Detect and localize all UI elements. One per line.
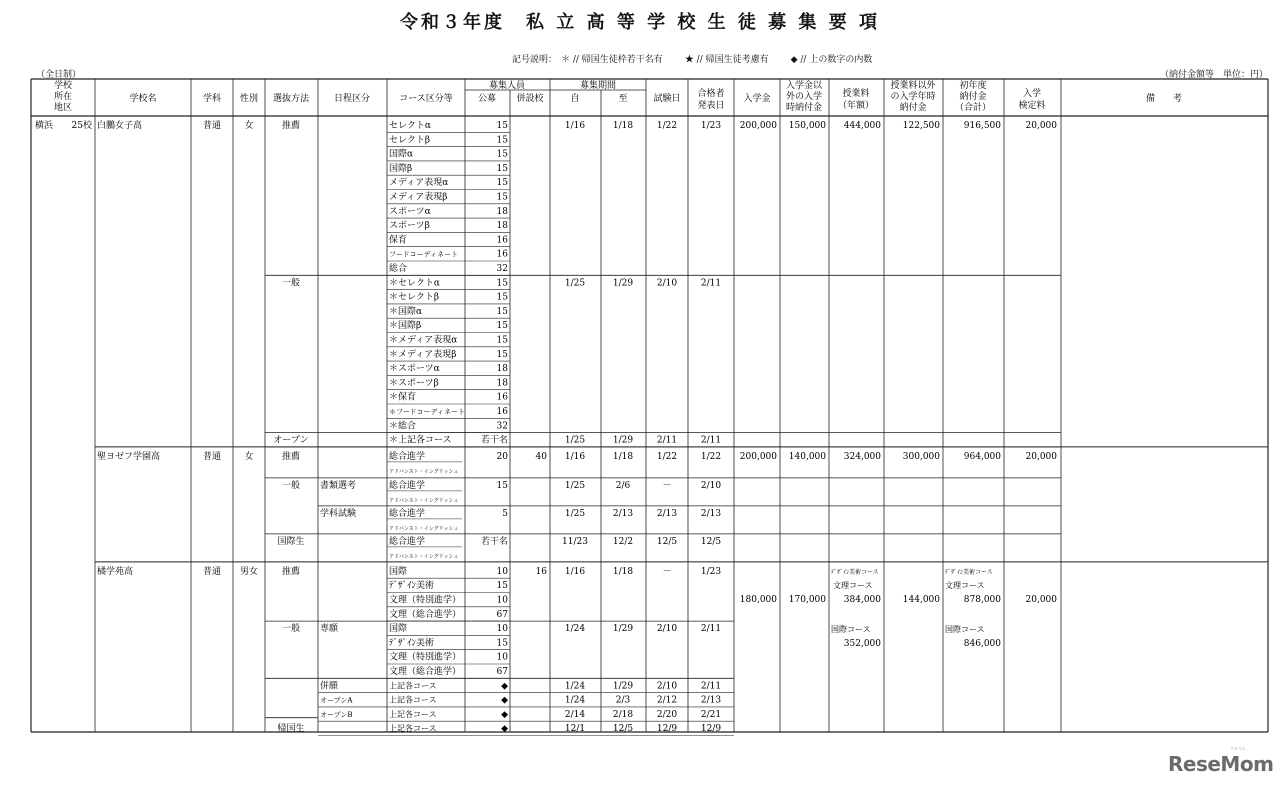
method-label: 推薦	[281, 121, 301, 131]
date-to: 1/29	[612, 624, 634, 635]
recruit-count: 32	[496, 264, 508, 274]
header-exam-fee: 入学	[1022, 89, 1042, 99]
fee-admission: 200,000	[739, 451, 777, 462]
header-first-year: （合計）	[954, 103, 992, 113]
date-exam: 1/22	[656, 121, 678, 131]
date-exam: 2/13	[656, 508, 678, 519]
course-name: スポーツβ	[389, 221, 430, 232]
recruit-count: 15	[496, 581, 508, 592]
recruit-count: 16	[496, 235, 508, 246]
date-announce: 1/22	[700, 451, 722, 462]
area-name: 横浜	[35, 121, 54, 131]
recruit-count: 10	[496, 566, 508, 577]
recruit-count: 15	[496, 163, 508, 174]
recruit-count: 若干名	[480, 536, 508, 547]
date-announce: 2/10	[700, 480, 722, 491]
course-name: 国際	[389, 624, 408, 635]
fee-note: 文理コース	[833, 580, 873, 590]
course-name: メディア表現α	[389, 178, 449, 189]
resemom-logo: ReseMom	[1168, 752, 1274, 776]
recruit-count: 16	[496, 407, 508, 417]
course-subnote: アドバンスト・イングリッシュ	[389, 468, 459, 475]
fee-note: 国際コース	[945, 624, 985, 634]
schedule-label: 併願	[320, 681, 339, 692]
fee-other-entry: 170,000	[788, 594, 826, 605]
date-exam: －	[662, 566, 672, 577]
schedule-label: オープンA	[320, 696, 353, 705]
header-course: コース区分等	[399, 94, 453, 104]
date-to: 12/2	[612, 536, 634, 547]
header-exam-fee: 検定料	[1018, 101, 1046, 111]
fee-first-year: 964,000	[963, 451, 1001, 462]
fee-admission: 200,000	[739, 121, 777, 131]
header-area: 地区	[53, 103, 73, 113]
date-from: 1/16	[564, 451, 586, 462]
fee-note: 国際コース	[831, 624, 871, 634]
fee-note: ﾃﾞｻﾞｲﾝ美術コース	[831, 568, 879, 576]
fee-exam: 20,000	[1025, 451, 1057, 462]
course-name: 文理（総合進学）	[389, 609, 462, 620]
fee-note: 文理コース	[945, 580, 985, 590]
header-other-entry: 入学金以	[785, 81, 823, 91]
legend-prefix: 記号説明：	[512, 55, 558, 65]
method-label: 一般	[281, 624, 301, 635]
header-tuition: 授業料	[842, 89, 870, 99]
school-sex: 男女	[239, 566, 259, 577]
header-admission: 入学金	[743, 94, 771, 104]
course-name: ﾃﾞｻﾞｲﾝ美術	[389, 581, 435, 592]
schedule-label: 学科試験	[320, 508, 357, 519]
school-dept: 普通	[202, 121, 222, 131]
header-from: 自	[570, 94, 580, 104]
date-to: 1/29	[612, 435, 634, 446]
date-from: 1/24	[564, 695, 586, 706]
schedule-label: オープンB	[320, 710, 353, 719]
fee-tuition: 324,000	[843, 451, 881, 462]
date-announce: 2/11	[700, 435, 722, 446]
recruit-count: 67	[496, 609, 508, 620]
legend-item: ★ // 帰国生徒考慮有	[684, 55, 769, 65]
course-name: ＊国際α	[389, 306, 423, 317]
school-type-label: （全日制）	[36, 70, 82, 80]
school-sex: 女	[244, 451, 254, 462]
course-name: 国際β	[389, 163, 413, 174]
course-name: ＊メディア表現β	[389, 349, 457, 360]
recruit-count: 10	[496, 652, 508, 663]
schedule-label: 専願	[320, 624, 339, 635]
date-from: 2/14	[564, 709, 586, 720]
course-name: セレクトα	[389, 121, 431, 131]
recruit-count: ◆	[501, 724, 508, 735]
page-title: 令和３年度 私 立 高 等 学 校 生 徒 募 集 要 項	[400, 12, 880, 33]
course-name: 文理（総合進学）	[389, 667, 462, 677]
course-name: フードコーディネート	[389, 250, 458, 259]
method-label: オープン	[273, 435, 309, 446]
date-from: 1/16	[564, 566, 586, 577]
header-other-fees: の入学年時	[890, 92, 936, 102]
course-name: 総合進学	[389, 536, 426, 547]
header-first-year: 初年度	[959, 81, 987, 91]
fee-tuition: 444,000	[843, 121, 881, 131]
date-exam: 1/22	[656, 451, 678, 462]
fee-exam: 20,000	[1025, 594, 1057, 605]
course-name: セレクトβ	[389, 135, 431, 146]
fee-exam: 20,000	[1025, 121, 1057, 131]
recruit-count: 18	[496, 221, 508, 232]
recruit-count: 15	[496, 149, 508, 160]
course-name: 上記各コース	[389, 724, 437, 734]
course-name: ＊保育	[389, 392, 417, 403]
school-name: 聖ヨゼフ学園高	[97, 451, 161, 462]
date-to: 1/18	[612, 451, 634, 462]
course-name: ＊セレクトβ	[389, 292, 440, 303]
unit-label: （納付金額等 単位：円）	[1160, 70, 1269, 80]
combined-count: 16	[535, 566, 547, 577]
recruit-count: 10	[496, 595, 508, 606]
fee-other: 144,000	[902, 594, 940, 605]
header-to: 至	[618, 94, 628, 104]
recruit-count: 15	[496, 121, 508, 131]
course-name: 国際α	[389, 149, 414, 160]
date-exam: 12/9	[656, 724, 678, 735]
header-school: 学校名	[129, 94, 157, 104]
date-to: 2/13	[612, 508, 634, 519]
method-label: 推薦	[281, 451, 301, 462]
course-name: 総合	[389, 264, 408, 274]
course-name: 総合進学	[389, 508, 426, 519]
date-exam: 2/10	[656, 624, 678, 635]
legend-item: ◆ // 上の数字の内数	[790, 55, 873, 65]
header-other-fees: 授業料以外	[890, 81, 936, 91]
course-name: ﾃﾞｻﾞｲﾝ美術	[389, 638, 435, 649]
date-from: 1/24	[564, 681, 586, 692]
recruit-count: 15	[496, 349, 508, 360]
recruit-count: 20	[496, 451, 508, 462]
recruit-count: ◆	[501, 709, 508, 720]
date-announce: 1/23	[700, 566, 722, 577]
date-exam: 2/10	[656, 278, 678, 289]
date-to: 2/3	[615, 695, 631, 706]
recruit-count: 15	[496, 321, 508, 332]
date-announce: 2/21	[700, 709, 722, 720]
date-from: 1/25	[564, 435, 586, 446]
fee-note: ﾃﾞｻﾞｲﾝ美術コース	[945, 568, 993, 576]
date-announce: 12/9	[700, 724, 722, 735]
legend-item: ＊ // 帰国生徒枠若干名有	[561, 55, 663, 65]
date-from: 1/16	[564, 121, 586, 131]
method-label: 一般	[281, 278, 301, 289]
recruit-count: 32	[496, 421, 508, 432]
header-method: 選抜方法	[272, 94, 310, 104]
course-name: ＊スポーツβ	[389, 378, 439, 389]
header-period: 募集期間	[579, 81, 617, 91]
date-exam: 12/5	[656, 536, 678, 547]
date-from: 11/23	[562, 536, 588, 547]
fee-admission: 180,000	[739, 594, 777, 605]
date-exam: 2/20	[656, 709, 678, 720]
fee-other: 122,500	[902, 121, 940, 131]
course-name: 上記各コース	[389, 709, 437, 719]
school-dept: 普通	[202, 451, 222, 462]
date-to: 2/6	[615, 480, 631, 491]
recruit-count: 18	[496, 378, 508, 389]
header-announce: 発表日	[697, 101, 725, 111]
date-from: 1/24	[564, 624, 586, 635]
header-exam: 試験日	[653, 94, 681, 104]
recruit-count: 15	[496, 135, 508, 146]
fee-other: 300,000	[902, 451, 940, 462]
recruit-count: 15	[496, 292, 508, 303]
resemom-logo-kana: リセマム	[1230, 746, 1246, 751]
method-label: 帰国生	[277, 724, 305, 735]
header-announce: 合格者	[697, 89, 725, 99]
recruit-count: 15	[496, 192, 508, 203]
date-from: 1/25	[564, 508, 586, 519]
course-name: 保育	[389, 235, 408, 246]
recruit-count: 67	[496, 667, 508, 677]
method-label: 国際生	[277, 536, 305, 547]
fee-other-entry: 140,000	[788, 451, 826, 462]
header-remarks: 備 考	[1145, 94, 1183, 104]
course-subnote: アドバンスト・イングリッシュ	[389, 497, 459, 504]
date-to: 1/18	[612, 121, 634, 131]
method-label: 推薦	[281, 566, 301, 577]
header-sex: 性別	[239, 94, 259, 104]
recruit-count: 若干名	[480, 435, 508, 446]
date-exam: 2/10	[656, 681, 678, 692]
header-combined: 併設校	[516, 94, 544, 104]
school-sex: 女	[244, 121, 254, 131]
recruit-count: 5	[502, 508, 508, 519]
recruit-count: 15	[496, 178, 508, 189]
recruit-count: 15	[496, 306, 508, 317]
schedule-label: 書類選考	[320, 480, 357, 491]
date-announce: 2/11	[700, 278, 722, 289]
course-name: 上記各コース	[389, 695, 437, 705]
date-from: 1/25	[564, 278, 586, 289]
header-other-entry: 外の入学	[785, 92, 823, 102]
course-name: 文理（特別進学）	[389, 595, 462, 606]
course-name: スポーツα	[389, 206, 431, 217]
course-name: 上記各コース	[389, 681, 437, 691]
course-name: 総合進学	[389, 480, 426, 491]
method-label: 一般	[281, 480, 301, 491]
date-to: 1/29	[612, 278, 634, 289]
header-other-fees: 納付金	[899, 103, 927, 113]
header-area: 所在	[53, 92, 73, 102]
fee-tuition: 352,000	[843, 638, 881, 649]
recruit-count: 15	[496, 335, 508, 346]
recruit-count: ◆	[501, 681, 508, 692]
recruit-count: 16	[496, 392, 508, 403]
fee-other-entry: 150,000	[788, 121, 826, 131]
school-dept: 普通	[202, 566, 222, 577]
date-from: 12/1	[564, 724, 586, 735]
course-name: ＊セレクトα	[389, 278, 440, 289]
date-to: 1/29	[612, 681, 634, 692]
recruit-count: 10	[496, 624, 508, 635]
date-exam: 2/12	[656, 695, 678, 706]
course-name: ＊上記各コース	[389, 435, 452, 446]
date-announce: 2/13	[700, 508, 722, 519]
fee-first-year: 846,000	[963, 638, 1001, 649]
recruit-count: 15	[496, 638, 508, 649]
fee-tuition: 384,000	[843, 594, 881, 605]
course-name: メディア表現β	[389, 192, 448, 203]
header-tuition: （年額）	[837, 101, 875, 111]
fee-first-year: 916,500	[963, 121, 1001, 131]
header-area: 学校	[53, 81, 73, 91]
school-name: 橘学苑高	[97, 566, 134, 577]
course-subnote: アドバンスト・イングリッシュ	[389, 525, 459, 532]
date-announce: 2/13	[700, 695, 722, 706]
course-name: ＊フードコーディネート	[389, 408, 465, 416]
course-name: ＊スポーツα	[389, 364, 440, 375]
course-name: 総合進学	[389, 451, 426, 462]
date-to: 12/5	[612, 724, 634, 735]
fee-first-year: 878,000	[963, 594, 1001, 605]
date-to: 2/18	[612, 709, 634, 720]
header-public: 公募	[477, 94, 497, 104]
recruit-count: 15	[496, 480, 508, 491]
header-other-entry: 時納付金	[785, 103, 823, 113]
course-name: ＊国際β	[389, 321, 422, 332]
recruit-count: 16	[496, 249, 508, 260]
header-schedule: 日程区分	[333, 94, 371, 104]
school-name: 白鵬女子高	[97, 121, 143, 131]
header-recruit: 募集人員	[488, 81, 526, 91]
recruit-count: 18	[496, 364, 508, 375]
date-announce: 12/5	[700, 536, 722, 547]
course-name: ＊総合	[389, 421, 417, 432]
course-name: ＊メディア表現α	[389, 335, 458, 346]
date-from: 1/25	[564, 480, 586, 491]
recruit-count: 18	[496, 206, 508, 217]
course-name: 国際	[389, 566, 408, 577]
date-announce: 1/23	[700, 121, 722, 131]
recruit-count: 15	[496, 278, 508, 289]
date-exam: －	[662, 480, 672, 491]
date-announce: 2/11	[700, 624, 722, 635]
course-name: 文理（特別進学）	[389, 652, 462, 663]
recruit-count: ◆	[501, 695, 508, 706]
date-to: 1/18	[612, 566, 634, 577]
header-first-year: 納付金	[959, 92, 987, 102]
combined-count: 40	[535, 451, 547, 462]
course-subnote: アドバンスト・イングリッシュ	[389, 553, 459, 560]
date-exam: 2/11	[656, 435, 678, 446]
area-count: 25校	[71, 121, 92, 131]
date-announce: 2/11	[700, 681, 722, 692]
header-dept: 学科	[202, 94, 222, 104]
